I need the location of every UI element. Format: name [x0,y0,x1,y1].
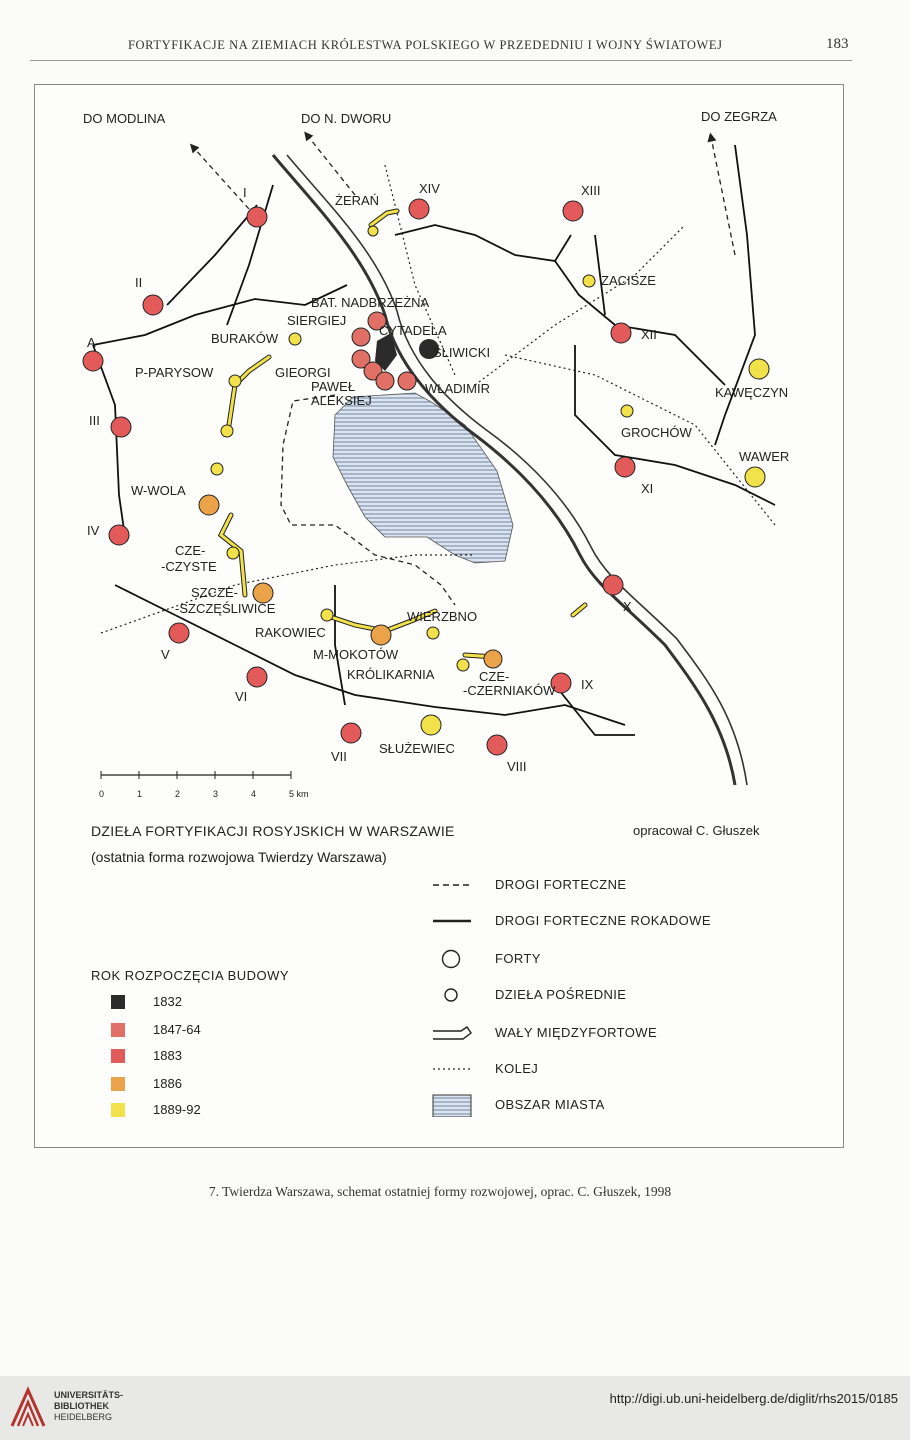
year-swatch-1832 [111,995,125,1009]
page-number: 183 [826,36,849,52]
fort-w-wola [199,495,219,515]
label-cze-czerniakow-2: -CZERNIAKÓW [463,683,556,698]
large-circle-icon [431,947,475,971]
label-sliwicki: ŚLIWICKI [433,345,491,360]
label-zeran: ŻERAŃ [335,193,380,208]
scale-tick-4: 4 [251,789,257,799]
legend-forts [431,947,831,971]
library-logo-icon [8,1386,48,1430]
fort-label-kaweczyn: KAWĘCZYN [715,385,789,400]
work-p2 [221,425,233,437]
running-title: FORTYFIKACJE NA ZIEMIACH KRÓLESTWA POLSKIEGO W PRZEDEDNIU I WOJNY ŚWIATOWEJ [128,38,723,52]
work-zeran [368,226,378,236]
arrow-modlin [193,147,249,209]
work-parysow [229,375,241,387]
fort-V [169,623,189,643]
legend-label-city-area: OBSZAR MIASTA [495,1097,605,1112]
figure-caption: 7. Twierdza Warszawa, schemat ostatniej formy rozwojowej, oprac. C. Głuszek, 1998 [208,1184,672,1199]
legend-city-area [431,1093,831,1117]
city-area [333,393,513,563]
dashed-line-icon [431,873,475,897]
label-cze-czerniakow-1: CZE- [479,669,510,684]
running-head [0,36,910,58]
legend-label-solid-roads: DROGI FORTECZNE ROKADOWE [495,913,711,928]
label-szcze-1: SZCZE- [191,585,238,600]
fort-label-VIII: VIII [507,759,527,774]
fort-II [143,295,163,315]
year-label-1886: 1886 [153,1076,182,1091]
work-krolikarnia [457,659,469,671]
fort-label-III: III [89,413,100,428]
fort-label-IX: IX [581,677,594,692]
fort-IV [109,525,129,545]
label-n-dwor: DO N. DWORU [301,111,392,126]
label-cze-czyste-2: -CZYSTE [161,559,217,574]
legend-solid-roads [431,909,831,933]
label-cytadela: CYTADELA [379,323,447,338]
rampart-icon [431,1021,475,1045]
label-p-parysow: P-PARYSOW [135,365,214,380]
label-burakow: BURAKÓW [211,331,279,346]
label-gieorgi: GIEORGI [275,365,331,380]
fort-wladimir [398,372,416,390]
label-zegrz: DO ZEGRZA [701,109,777,124]
year-label-1832: 1832 [153,994,182,1009]
small-circle-icon [431,983,475,1007]
legend-year-1832 [111,993,311,1013]
fort-label-V: V [161,647,170,662]
label-zacisze: ZACISZE [601,273,656,288]
fort-I [247,207,267,227]
legend-years-title: ROK ROZPOCZĘCIA BUDOWY [91,968,290,983]
fort-wawer [745,467,765,487]
label-bat-nadbrzezna: BAT. NADBRZEŻNA [311,295,430,310]
scale-tick-2: 2 [175,789,181,799]
work-wierzbno [427,627,439,639]
fort-XI [615,457,635,477]
hatched-area-icon [431,1093,475,1117]
year-label-1889-92: 1889-92 [153,1102,201,1117]
label-szcze-2: -SZCZĘŚLIWICE [175,601,276,616]
year-swatch-1883 [111,1049,125,1063]
work-grochow [621,405,633,417]
label-siergiej: SIERGIEJ [287,313,347,328]
head-rule [30,60,852,61]
legend-label-forts: FORTY [495,951,541,966]
fort-label-A: A [87,335,96,350]
fort-VIII [487,735,507,755]
legend-dashed-roads [431,873,831,897]
work-wola-north [211,463,223,475]
legend-year-1889-92 [111,1101,311,1121]
fort-czerniakow [484,650,502,668]
fort-siergiej [352,328,370,346]
label-pawel: PAWEŁ [311,379,356,394]
fort-label-VII: VII [331,749,347,764]
year-label-1883: 1883 [153,1048,182,1063]
fort-label-I: I [243,185,247,200]
document-url-link[interactable]: http://digi.ub.uni-heidelberg.de/diglit/rhs2015/0185 [609,1391,898,1406]
fort-VI [247,667,267,687]
fort-XII [611,323,631,343]
library-line-1: UNIVERSITÄTS- [54,1390,124,1400]
fort-label-X: X [623,599,632,614]
scale-tick-0: 0 [99,789,105,799]
arrow-zegrz [711,137,735,255]
fort-A [83,351,103,371]
legend-year-1847-64 [111,1021,311,1041]
fort-label-XIV: XIV [419,181,440,196]
map-subtitle: (ostatnia forma rozwojowa Twierdzy Warszawa) [91,849,387,865]
scale-bar [99,771,309,799]
library-name [54,1390,123,1423]
fort-XIII [563,201,583,221]
scale-tick-5: 5 km [289,789,309,799]
fort-aleksiej [376,372,394,390]
label-krolikarnia: KRÓLIKARNIA [347,667,435,682]
label-wladimir: WŁADIMIR [425,381,490,396]
scale-tick-3: 3 [213,789,219,799]
legend-ramparts [431,1021,831,1045]
label-grochow: GROCHÓW [621,425,692,440]
label-wierzbno: WIERZBNO [407,609,478,624]
work-zacisze [583,275,595,287]
work-czyste [227,547,239,559]
library-line-3: HEIDELBERG [54,1412,113,1422]
fort-III [111,417,131,437]
legend-label-ramparts: WAŁY MIĘDZYFORTOWE [495,1025,658,1040]
fort-label-XII: XII [641,327,657,342]
solid-line-icon [431,909,475,933]
fortress-map [35,85,843,815]
label-modlin: DO MODLINA [83,111,166,126]
fort-label-XIII: XIII [581,183,601,198]
fort-label-sluzewiec: SŁUŻEWIEC [379,741,455,756]
fort-label-XI: XI [641,481,654,496]
fort-m-mokotow [371,625,391,645]
year-swatch-1886 [111,1077,125,1091]
legend-railway [431,1057,831,1081]
fort-XIV [409,199,429,219]
fort-kaweczyn [749,359,769,379]
label-w-wola: W-WOLA [131,483,186,498]
legend-label-railway: KOLEJ [495,1061,539,1076]
fort-label-II: II [135,275,143,290]
railway-icon [431,1057,475,1081]
work-rakowiec [321,609,333,621]
label-rakowiec: RAKOWIEC [255,625,326,640]
label-cze-czyste-1: CZE- [175,543,206,558]
fort-label-IV: IV [87,523,100,538]
year-swatch-1847-64 [111,1023,125,1037]
map-title: DZIEŁA FORTYFIKACJI ROSYJSKICH W WARSZAWIE [91,823,455,839]
fort-szczesliwice [253,583,273,603]
fort-label-VI: VI [235,689,248,704]
legend-intermediate-works [431,983,831,1007]
legend-label-intermediate-works: DZIEŁA POŚREDNIE [495,987,627,1002]
footer-bar [0,1376,910,1440]
scale-tick-1: 1 [137,789,143,799]
fort-X [603,575,623,595]
year-label-1847-64: 1847-64 [153,1022,201,1037]
label-m-mokotow: M-MOKOTÓW [313,647,399,662]
legend-year-1886 [111,1075,311,1095]
figure-frame [34,84,844,1148]
year-swatch-1889-92 [111,1103,125,1117]
library-line-2: BIBLIOTHEK [54,1401,109,1411]
fort-VII [341,723,361,743]
work-burakow [289,333,301,345]
map-author: opracował C. Głuszek [633,823,760,838]
fort-sluzewiec [421,715,441,735]
legend-label-dashed-roads: DROGI FORTECZNE [495,877,627,892]
fort-label-wawer: WAWER [739,449,790,464]
label-aleksiej: ALEKSIEJ [311,393,372,408]
legend-year-1883 [111,1047,311,1067]
